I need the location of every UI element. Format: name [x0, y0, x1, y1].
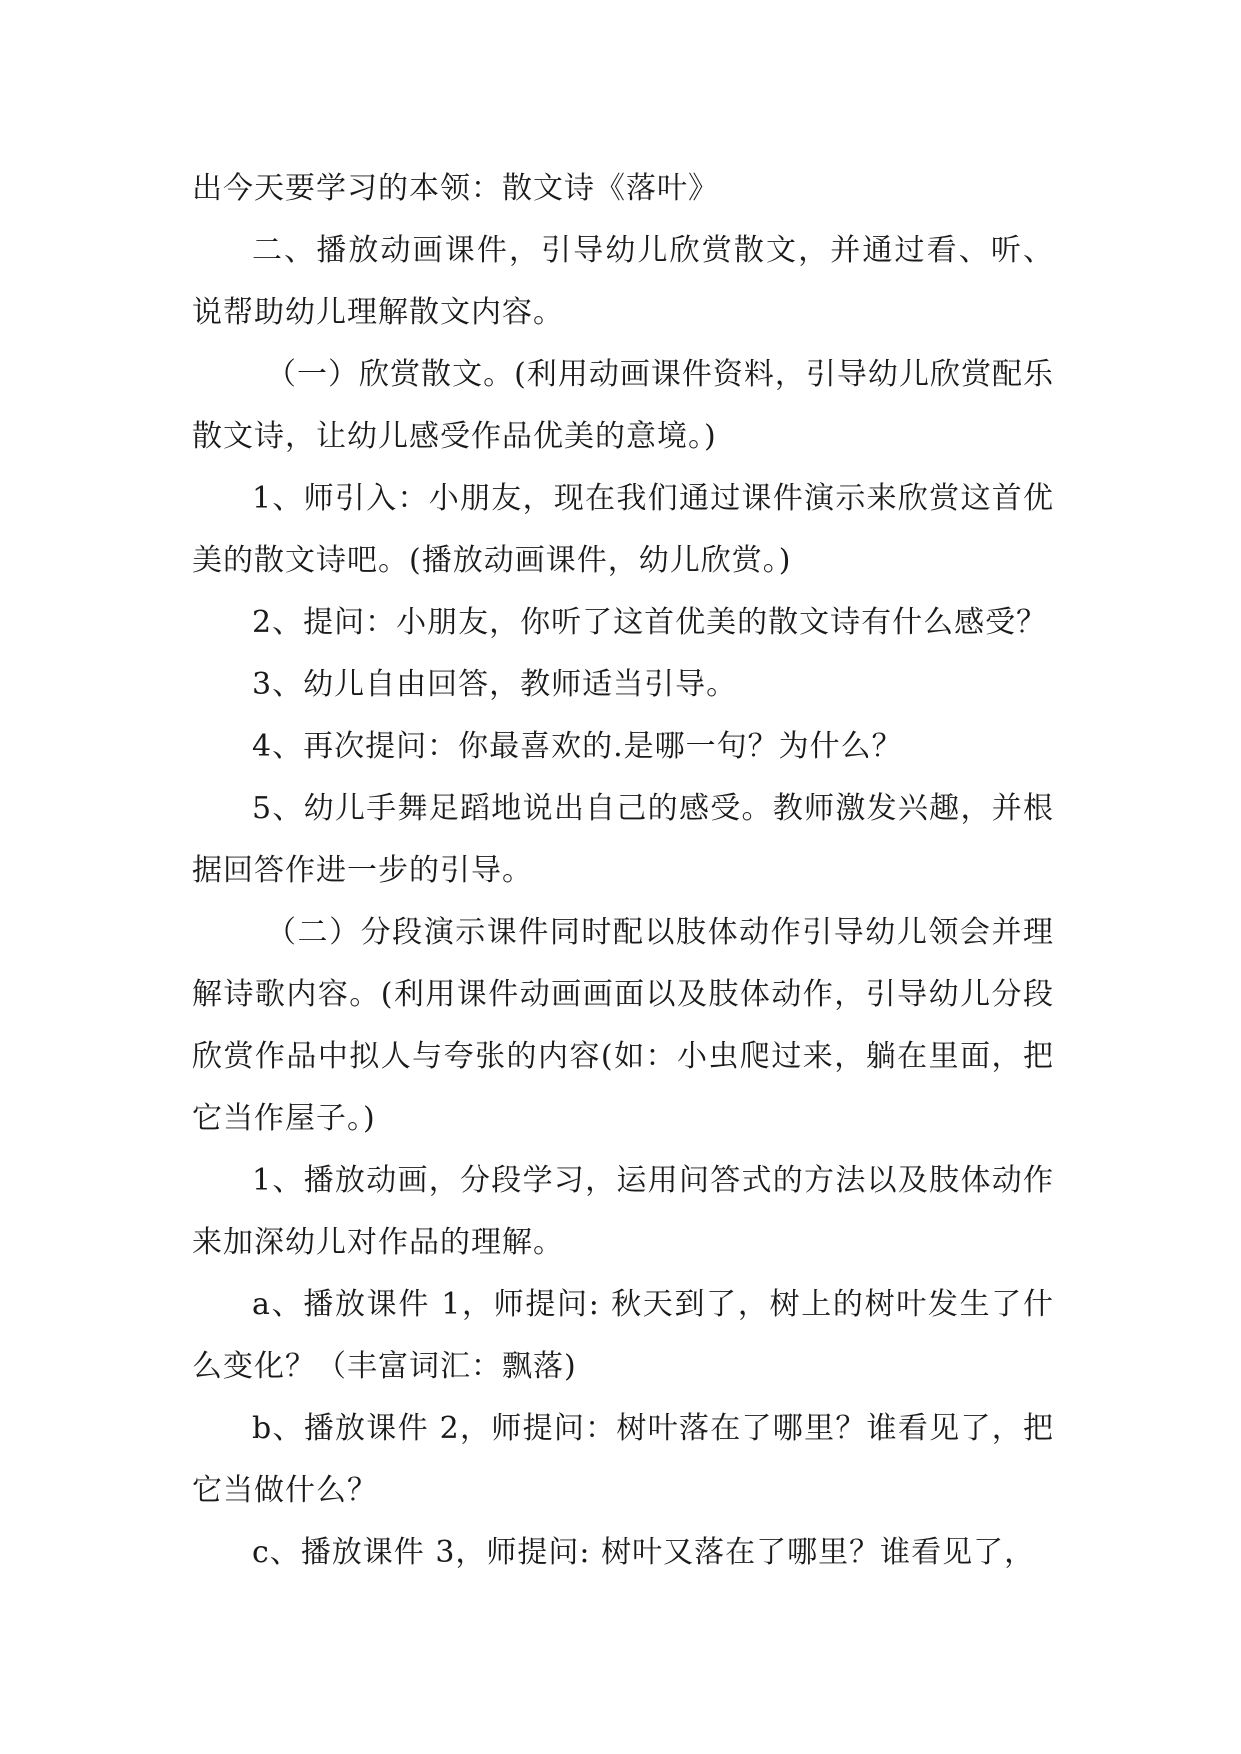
paragraph-5: 2、提问：小朋友，你听了这首优美的散文诗有什么感受？ [252, 605, 1048, 640]
paragraph-11: a、播放课件 1，师提问: 秋天到了，树上的树叶发生了什么变化？（丰富词汇：飘落) [192, 1287, 1054, 1384]
paragraph-12: b、播放课件 2，师提问：树叶落在了哪里？谁看见了，把它当做什么？ [192, 1411, 1054, 1508]
paragraph-6: 3、幼儿自由回答，教师适当引导。 [252, 667, 738, 702]
paragraph-10: 1、播放动画，分段学习，运用问答式的方法以及肢体动作来加深幼儿对作品的理解。 [192, 1163, 1054, 1260]
paragraph-4: 1、师引入：小朋友，现在我们通过课件演示来欣赏这首优美的散文诗吧。(播放动画课件，幼儿欣赏。) [192, 481, 1054, 578]
paragraph-7: 4、再次提问：你最喜欢的.是哪一句？为什么？ [252, 729, 903, 764]
paragraph-3: （一）欣赏散文。(利用动画课件资料，引导幼儿欣赏配乐散文诗，让幼儿感受作品优美的意境。) [192, 357, 1054, 454]
paragraph-9: （二）分段演示课件同时配以肢体动作引导幼儿领会并理解诗歌内容。(利用课件动画画面以及肢体动作，引导幼儿分段欣赏作品中拟人与夸张的内容(如：小虫爬过来，躺在里面，把它当作屋子。) [192, 915, 1054, 1136]
paragraph-8: 5、幼儿手舞足蹈地说出自己的感受。教师激发兴趣，并根据回答作进一步的引导。 [192, 791, 1054, 888]
document-body [192, 158, 1054, 1584]
paragraph-2: 二、播放动画课件，引导幼儿欣赏散文，并通过看、听、说帮助幼儿理解散文内容。 [192, 233, 1054, 330]
paragraph-13: c、播放课件 3，师提问: 树叶又落在了哪里？谁看见了， [252, 1535, 1036, 1570]
paragraph-1: 出今天要学习的本领：散文诗《落叶》 [192, 171, 719, 206]
